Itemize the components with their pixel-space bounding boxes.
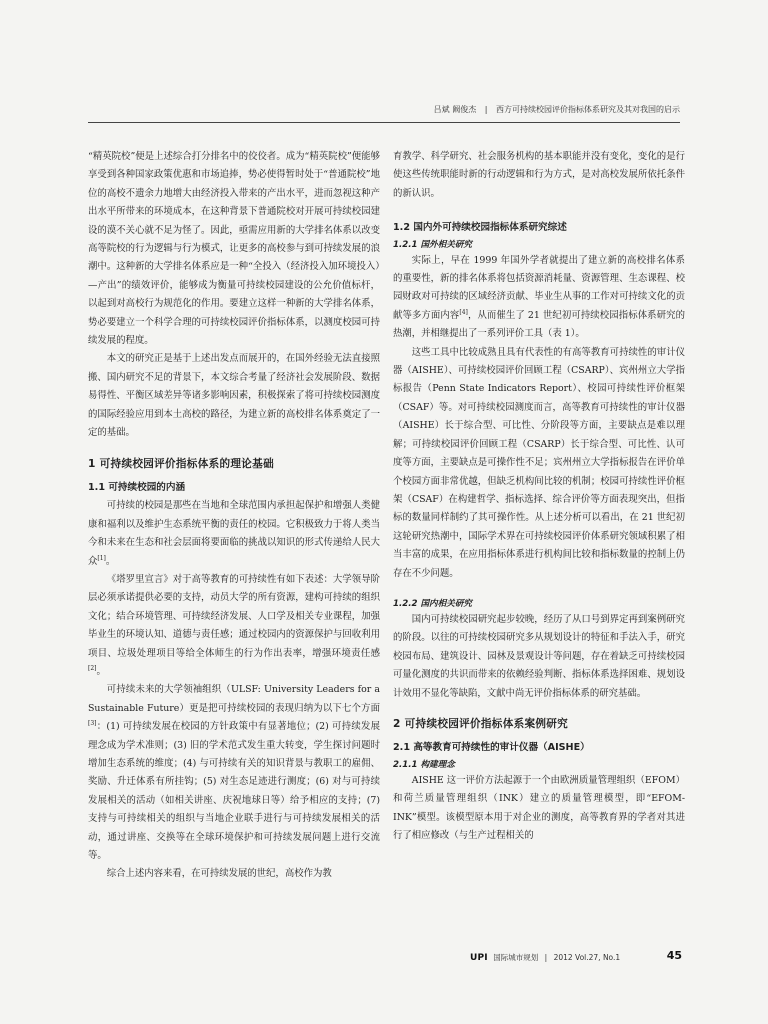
journal-issue: 2012 Vol.27, No.1: [553, 953, 621, 962]
paragraph: 《塔罗里宣言》对于高等教育的可持续性有如下表述：大学领导阶层必须承诺提供必要的支持，动员大学的所有资源，建构可持续的组织文化；结合环境管理、可持续经济发展、人口学及相关专业课程，加强毕业生的环境认知、道德与责任感；通过校园内的资源保护与回收利用项目、垃圾处理项目等给全体师生的行为作出表率，增强环境责任感[2]。: [88, 573, 380, 677]
right-column: [393, 148, 685, 845]
footer-separator: |: [544, 953, 548, 962]
section-1-2-2-heading: 1.2.2 国内相关研究: [393, 598, 473, 609]
paragraph: 本文的研究正是基于上述出发点而展开的，在国外经验无法直接照搬、国内研究不足的背景下，本文综合考量了经济社会发展阶段、数据易得性、平衡区域差异等诸多影响因素，积极探索了将可持续校园测度的国际经验应用到本土高校的路径，为建立新的高校排名体系奠定了一定的基础。: [88, 353, 380, 439]
section-2-heading: 2 可持续校园评价指标体系案例研究: [393, 717, 569, 730]
section-1-heading: 1 可持续校园评价指标体系的理论基础: [88, 457, 274, 470]
paragraph: “精英院校”便是上述综合打分排名中的佼佼者。成为“精英院校”便能够享受到各种国家政策优惠和市场追捧，势必使得暂时处于“普通院校”地位的高校不遗余力地增大由经济投入带来的产出水平，进而忽视这种产出水平所带来的环境成本，在这种背景下普通院校对开展可持续校园建设的漠不关心就不足为怪了。因此，亟需应用新的大学排名体系以改变高等院校的行为逻辑与行为模式，让更多的高校参与到可持续发展的浪潮中。这种新的大学排名体系应是一种“全投入（经济投入加环境投入）—产出”的绩效评价，能够成为衡量可持续校园建设的公允价值标杆，以起到对高校行为规范化的作用。要建立这样一种新的大学排名体系，势必要建立一个科学合理的可持续校园评价指标体系，以测度校园可持续发展的程度。: [88, 151, 380, 347]
header-authors: 吕斌 阚俊杰: [433, 105, 477, 114]
left-column: [88, 148, 380, 884]
paragraph: 可持续的校园是那些在当地和全球范围内承担起保护和增强人类健康和福利以及维护生态系统平衡的责任的校园。它积极致力于将人类当今和未来在生态和社会层面将要面临的挑战以知识的形式传递给人民大众[1]。: [88, 500, 380, 567]
section-2-1-heading: 2.1 高等教育可持续性的审计仪器（AISHE）: [393, 742, 590, 754]
citation-ref: [2]: [88, 664, 97, 672]
journal-name: 国际城市规划: [493, 953, 539, 962]
section-1-2-heading: 1.2 国内外可持续校园指标体系研究综述: [393, 222, 567, 234]
section-1-2-1-heading: 1.2.1 国外相关研究: [393, 239, 473, 250]
paragraph: 国内可持续校园研究起步较晚，经历了从口号到界定再到案例研究的阶段。以往的可持续校园研究多从规划设计的特征和手法入手，研究校园布局、建筑设计、园林及景观设计等问题，存在着缺乏可持续校园可量化测度的共识而带来的依赖经验判断、指标体系选择困难、规划设计效用不显化等缺陷，文献中尚无评价指标体系的研究基础。: [393, 613, 685, 699]
citation-ref: [3]: [88, 720, 97, 728]
header-title: 西方可持续校园评价指标体系研究及其对我国的启示: [496, 105, 680, 114]
citation-ref: [4]: [459, 308, 468, 316]
journal-logo: UPI: [470, 953, 488, 963]
running-header: [88, 104, 680, 118]
header-rule: [88, 122, 680, 123]
paragraph: 这些工具中比较成熟且具有代表性的有高等教育可持续性的审计仪器（AISHE）、可持续校园评价回顾工程（CSARP）、宾州州立大学指标报告（Penn State Indicators Report）、校园可持续性评价框架（CSAF）等。对可持续校园测度而言，高等教育可持续性的审计仪器（AISHE）长于综合型、可比性、分阶段等方面，主要缺点是难以理解；可持续校园评价回顾工程（CSARP）长于综合型、可比性、认可度等方面，主要缺点是可操作性不足；宾州州立大学指标报告在评价单个校园方面非常优越，但缺乏机构间比较的机制；校园可持续性评价框架（CSAF）在构建哲学、指标选择、综合评价等方面表现突出，但指标的数量同样制约了其可操作性。从上述分析可以看出，在 21 世纪初这轮研究热潮中，国际学术界在可持续校园评价体系研究领域积累了相当丰富的成果，在应用指标体系进行机构间比较和指标数量的控制上仍存在不少问题。: [393, 346, 685, 579]
paragraph: 实际上，早在 1999 年国外学者就提出了建立新的高校排名体系的重要性，新的排名体系将包括资源消耗量、资源管理、生态课程、校园财政对可持续的区域经济贡献、毕业生从事的工作对可持续文化的贡献等多方面内容[4]，从而催生了 21 世纪初可持续校园指标体系研究的热潮，并相继提出了一系列评价工具（表 1）。: [393, 254, 685, 340]
section-2-1-1-heading: 2.1.1 构建理念: [393, 759, 455, 770]
paragraph: 综合上述内容来看，在可持续发展的世纪，高校作为教: [106, 868, 332, 880]
header-separator: |: [484, 105, 488, 114]
paragraph: 育教学、科学研究、社会服务机构的基本职能并没有变化，变化的是行使这些传统职能时新的行动逻辑和行为方式，是对高校发展所依托条件的新认识。: [393, 151, 685, 199]
page-footer: [470, 949, 682, 968]
section-1-1-heading: 1.1 可持续校园的内涵: [88, 481, 186, 493]
paragraph: AISHE 这一评价方法起源于一个由欧洲质量管理组织（EFOM）和荷兰质量管理组织（INK）建立的质量管理模型，即“EFOM-INK”模型。该模型原本用于对企业的测度，高等教育界的学者对其进行了相应修改（与生产过程相关的: [393, 774, 685, 841]
citation-ref: [1]: [97, 554, 106, 562]
paragraph: 可持续未来的大学领袖组织（ULSF: University Leaders for a Sustainable Future）更是把可持续校园的表现归纳为以下七个方面[3]：(1) 可持续发展在校园的方针政策中有显著地位；(2) 可持续发展理念成为学术准则；(3) 旧的学术范式发生重大转变，学生探讨问题时增加生态系统的维度；(4) 与可持续有关的知识背景与教职工的雇佣、奖励、升迁体系有所挂钩；(5) 对生态足迹进行测度；(6) 对与可持续发展相关的活动（如相关讲座、庆祝地球日等）给予相应的支持；(7) 支持与可持续相关的组织与当地企业联手进行与可持续发展相关的活动，通过讲座、交换等在全球环境保护和可持续发展问题上进行交流等。: [88, 684, 380, 862]
page-number: 45: [666, 949, 682, 962]
